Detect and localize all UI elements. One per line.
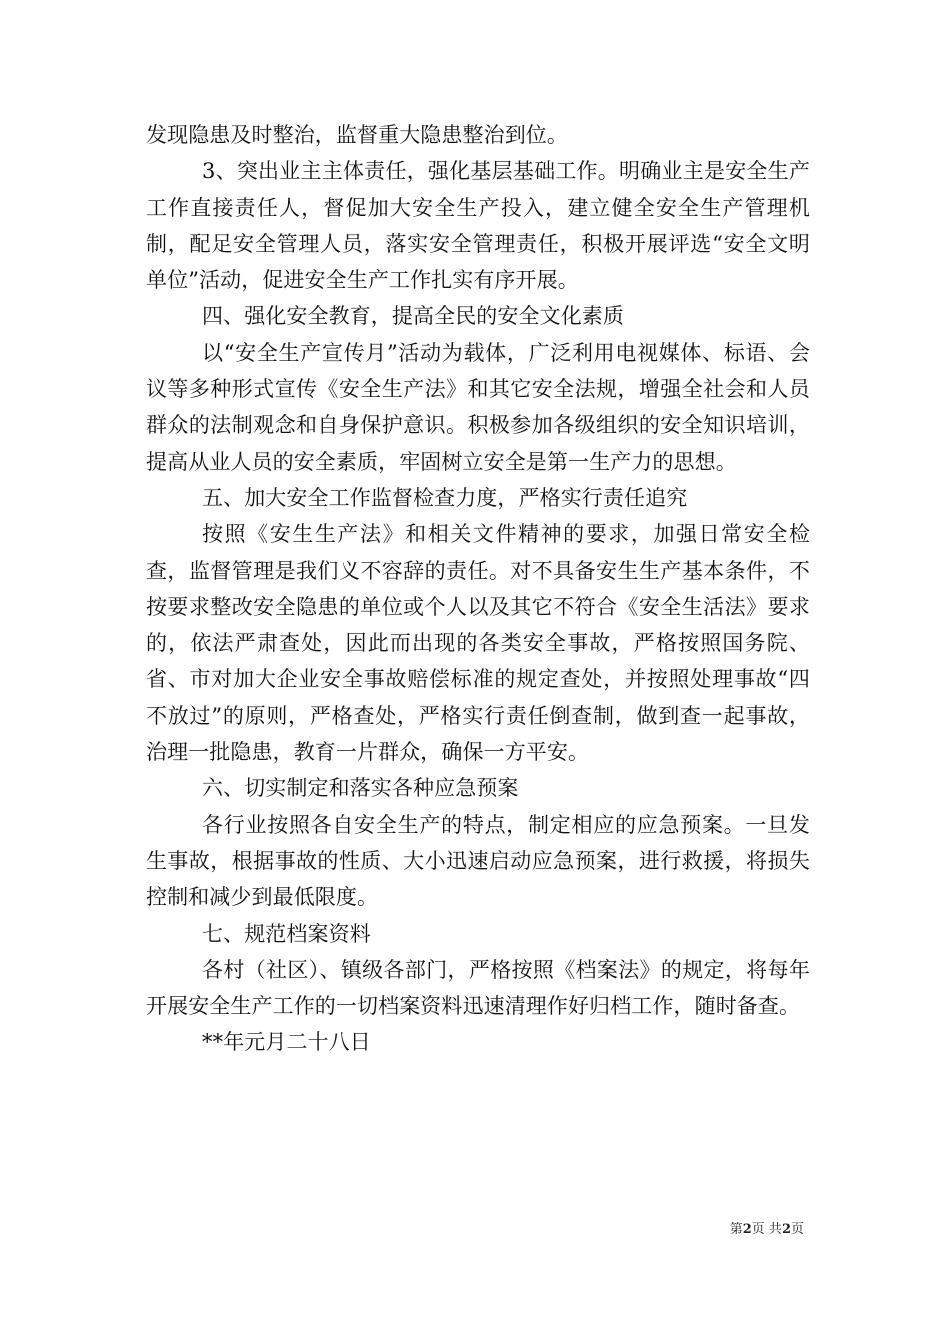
footer-total-pages: 2 (781, 1222, 791, 1237)
section-heading-6: 六、切实制定和落实各种应急预案 (202, 776, 519, 801)
paragraph-owner-responsibility: 3、突出业主主体责任，强化基层基础工作。明确业主是安全生产工作直接责任人，督促加大安全生产投入，建立健全安全生产管理机制，配足安全管理人员，落实安全管理责任，积极开展评选“安全文明单位”活动，促进安全生产工作扎实有序开展。 (146, 159, 810, 293)
paragraph-continuation: 发现隐患及时整治，监督重大隐患整治到位。 (146, 123, 568, 147)
paragraph-archives: 各村（社区）、镇级各部门，严格按照《档案法》的规定，将每年开展安全生产工作的一切档案资料迅速清理作好归档工作，随时备查。 (146, 957, 810, 1019)
paragraph-safety-education: 以“安全生产宣传月”活动为载体，广泛利用电视媒体、标语、会议等多种形式宣传《安全生产法》和其它安全法规，增强全社会和人员群众的法制观念和自身保护意识。积极参加各级组织的安全知识培训，提高从业人员的安全素质，牢固树立安全是第一生产力的思想。 (146, 340, 810, 474)
footer-suffix: 页 (790, 1222, 804, 1237)
section-heading-7: 七、规范档案资料 (202, 921, 371, 946)
document-date: **年元月二十八日 (202, 1030, 371, 1055)
footer-current-page: 2 (742, 1222, 752, 1237)
footer-prefix: 第 (729, 1222, 743, 1237)
section-heading-5: 五、加大安全工作监督检查力度，严格实行责任追究 (202, 485, 688, 510)
footer-middle: 页 共 (751, 1222, 782, 1237)
section-heading-4: 四、强化安全教育，提高全民的安全文化素质 (202, 304, 624, 329)
document-body (146, 117, 810, 1061)
paragraph-emergency-plans: 各行业按照各自安全生产的特点，制定相应的应急预案。一旦发生事故，根据事故的性质、大小迅速启动应急预案，进行救援，将损失控制和减少到最低限度。 (146, 812, 810, 910)
paragraph-supervision: 按照《安生生产法》和相关文件精神的要求，加强日常安全检查，监督管理是我们义不容辞的责任。对不具备安生生产基本条件，不按要求整改安全隐患的单位或个人以及其它不符合《安全生活法》要求的，依法严肃查处，因此而出现的各类安全事故，严格按照国务院、省、市对加大企业安全事故赔偿标准的规定查处，并按照处理事故“四不放过”的原则，严格查处，严格实行责任倒查制，做到查一起事故，治理一批隐患，教育一片群众，确保一方平安。 (146, 522, 810, 765)
page-number-footer (730, 1221, 804, 1239)
